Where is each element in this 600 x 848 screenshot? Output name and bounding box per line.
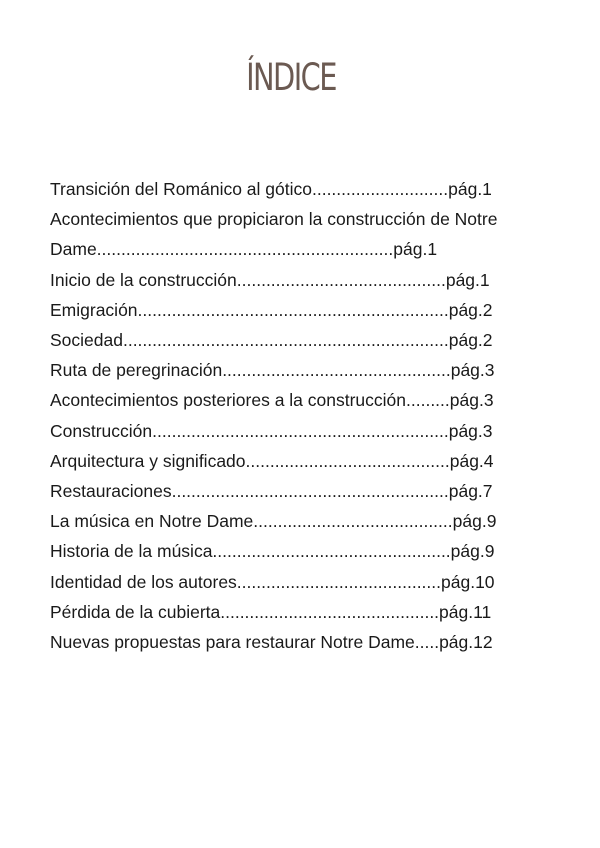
toc-entry: Identidad de los autores..........................................pág.10 — [50, 571, 495, 592]
toc-entry: Construcción.............................................................pág.3 — [50, 420, 493, 441]
toc-entry: Sociedad...................................................................pág.2 — [50, 330, 493, 351]
toc-entry: Historia de la música.................................................pág.9 — [50, 541, 495, 562]
toc-entry: Restauraciones.........................................................pág.7 — [50, 481, 493, 502]
toc-entry: Nuevas propuestas para restaurar Notre Dame.....pág.12 — [50, 632, 493, 653]
toc-entry: La música en Notre Dame.........................................pág.9 — [50, 511, 497, 532]
toc-entry: Ruta de peregrinación...............................................pág.3 — [50, 360, 495, 381]
toc-entry: Inicio de la construcción...........................................pág.1 — [50, 269, 490, 290]
table-of-contents — [50, 174, 550, 657]
toc-entry: Acontecimientos que propiciaron la construcción de Notre Dame.............................................................pág.1 — [50, 209, 498, 260]
toc-entry: Acontecimientos posteriores a la construcción.........pág.3 — [50, 390, 494, 411]
toc-entry: Pérdida de la cubierta.............................................pág.11 — [50, 601, 492, 622]
toc-entry: Transición del Románico al gótico............................pág.1 — [50, 179, 492, 199]
toc-entry: Arquitectura y significado..........................................pág.4 — [50, 450, 494, 471]
page-title: ÍNDICE — [246, 56, 336, 99]
toc-entry: Emigración................................................................pág.2 — [50, 299, 493, 320]
